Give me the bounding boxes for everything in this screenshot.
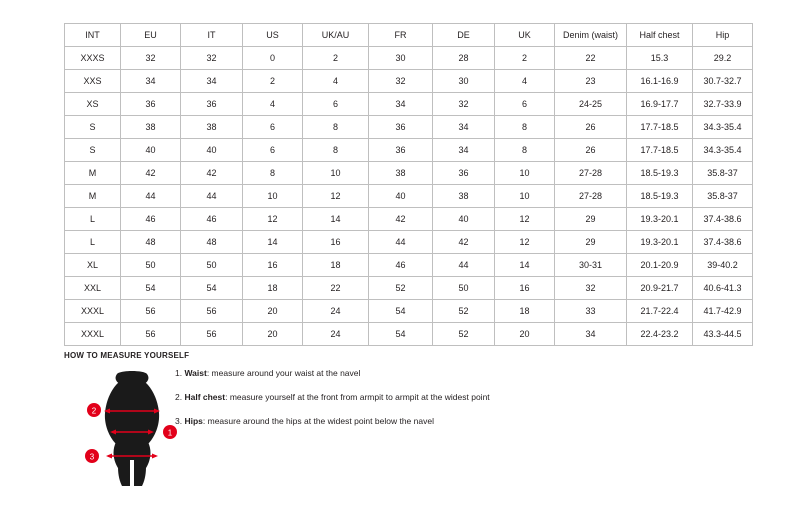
instruction-term: Waist <box>184 368 207 378</box>
cell: 42 <box>433 231 495 254</box>
column-header: EU <box>121 24 181 47</box>
cell: 36 <box>121 93 181 116</box>
cell: 56 <box>121 323 181 346</box>
cell: 18.5-19.3 <box>627 185 693 208</box>
cell: 34 <box>369 93 433 116</box>
cell: 56 <box>121 300 181 323</box>
table-row <box>65 277 753 300</box>
cell: 32 <box>555 277 627 300</box>
cell: 10 <box>495 162 555 185</box>
cell: 52 <box>433 300 495 323</box>
cell: M <box>65 185 121 208</box>
cell: 18 <box>495 300 555 323</box>
cell: 35.8-37 <box>693 162 753 185</box>
cell: 19.3-20.1 <box>627 231 693 254</box>
cell: 44 <box>181 185 243 208</box>
cell: 17.7-18.5 <box>627 139 693 162</box>
cell: 16 <box>495 277 555 300</box>
table-row <box>65 231 753 254</box>
column-header: UK <box>495 24 555 47</box>
cell: 6 <box>243 116 303 139</box>
cell: 54 <box>369 323 433 346</box>
cell: 32 <box>121 47 181 70</box>
table-row <box>65 208 753 231</box>
cell: 38 <box>369 162 433 185</box>
cell: 40 <box>433 208 495 231</box>
cell: XXXS <box>65 47 121 70</box>
cell: 2 <box>495 47 555 70</box>
cell: 34 <box>121 70 181 93</box>
table-row <box>65 47 753 70</box>
instruction-term: Half chest <box>184 392 226 403</box>
cell: 36 <box>369 139 433 162</box>
column-header: US <box>243 24 303 47</box>
cell: 6 <box>495 93 555 116</box>
instruction-text: : measure around the hips at the widest point below the navel <box>202 416 434 427</box>
cell: 20 <box>243 323 303 346</box>
cell: 38 <box>121 116 181 139</box>
cell: 36 <box>181 93 243 116</box>
cell: 44 <box>369 231 433 254</box>
cell: 56 <box>181 323 243 346</box>
cell: 38 <box>433 185 495 208</box>
cell: 34 <box>181 70 243 93</box>
cell: S <box>65 116 121 139</box>
cell: 23 <box>555 70 627 93</box>
cell: 40 <box>369 185 433 208</box>
instruction-item-hips <box>175 416 595 426</box>
column-header: INT <box>65 24 121 47</box>
size-chart-table <box>64 23 753 346</box>
cell: 22 <box>303 277 369 300</box>
cell: 10 <box>495 185 555 208</box>
cell: 56 <box>181 300 243 323</box>
cell: 30 <box>369 47 433 70</box>
cell: 8 <box>495 139 555 162</box>
mannequin-diagram <box>72 368 192 488</box>
column-header: DE <box>433 24 495 47</box>
cell: 36 <box>369 116 433 139</box>
table-row <box>65 70 753 93</box>
cell: 19.3-20.1 <box>627 208 693 231</box>
cell: XXS <box>65 70 121 93</box>
cell: 35.8-37 <box>693 185 753 208</box>
cell: 52 <box>369 277 433 300</box>
cell: 27-28 <box>555 162 627 185</box>
cell: 37.4-38.6 <box>693 231 753 254</box>
cell: 43.3-44.5 <box>693 323 753 346</box>
column-header: Denim (waist) <box>555 24 627 47</box>
cell: 30 <box>433 70 495 93</box>
cell: 32.7-33.9 <box>693 93 753 116</box>
cell: 52 <box>433 323 495 346</box>
cell: 2 <box>243 70 303 93</box>
cell: 20 <box>243 300 303 323</box>
cell: 46 <box>181 208 243 231</box>
cell: 16.1-16.9 <box>627 70 693 93</box>
column-header: Hip <box>693 24 753 47</box>
cell: 4 <box>495 70 555 93</box>
cell: 33 <box>555 300 627 323</box>
cell: 40 <box>121 139 181 162</box>
svg-text:1: 1 <box>167 428 173 438</box>
svg-text:3: 3 <box>89 452 95 462</box>
cell: 21.7-22.4 <box>627 300 693 323</box>
svg-text:2: 2 <box>91 406 97 416</box>
table-row <box>65 116 753 139</box>
cell: 34.3-35.4 <box>693 139 753 162</box>
cell: 15.3 <box>627 47 693 70</box>
measure-instructions <box>175 368 595 441</box>
cell: 10 <box>303 162 369 185</box>
cell: 20.9-21.7 <box>627 277 693 300</box>
table-row <box>65 139 753 162</box>
cell: 12 <box>495 208 555 231</box>
cell: 27-28 <box>555 185 627 208</box>
cell: 42 <box>181 162 243 185</box>
cell: 50 <box>181 254 243 277</box>
cell: XXL <box>65 277 121 300</box>
cell: 18 <box>243 277 303 300</box>
cell: 29 <box>555 231 627 254</box>
cell: 32 <box>181 47 243 70</box>
cell: XS <box>65 93 121 116</box>
table-row <box>65 323 753 346</box>
instruction-term: Hips <box>184 416 203 427</box>
column-header: IT <box>181 24 243 47</box>
cell: 8 <box>303 139 369 162</box>
cell: 32 <box>369 70 433 93</box>
table-row <box>65 300 753 323</box>
cell: 34.3-35.4 <box>693 116 753 139</box>
cell: 8 <box>303 116 369 139</box>
cell: 48 <box>121 231 181 254</box>
table-header-row <box>65 24 753 47</box>
cell: 6 <box>243 139 303 162</box>
cell: 24-25 <box>555 93 627 116</box>
cell: 44 <box>433 254 495 277</box>
cell: 18 <box>303 254 369 277</box>
how-to-measure-heading: HOW TO MEASURE YOURSELF <box>64 351 190 360</box>
cell: 50 <box>121 254 181 277</box>
cell: 22 <box>555 47 627 70</box>
cell: 30-31 <box>555 254 627 277</box>
cell: 42 <box>121 162 181 185</box>
marker-3 <box>85 449 99 463</box>
cell: 29 <box>555 208 627 231</box>
cell: 54 <box>181 277 243 300</box>
cell: 26 <box>555 139 627 162</box>
instruction-text: : measure around your waist at the navel <box>206 368 361 378</box>
cell: XL <box>65 254 121 277</box>
instruction-number: 1. <box>175 368 183 378</box>
cell: L <box>65 231 121 254</box>
instruction-item-waist <box>175 368 595 378</box>
cell: 2 <box>303 47 369 70</box>
instruction-number: 2. <box>175 392 183 403</box>
cell: 44 <box>121 185 181 208</box>
column-header: UK/AU <box>303 24 369 47</box>
cell: 28 <box>433 47 495 70</box>
cell: 54 <box>121 277 181 300</box>
instruction-text: : measure yourself at the front from armpit to armpit at the widest point <box>225 392 490 403</box>
cell: 10 <box>243 185 303 208</box>
cell: 40 <box>181 139 243 162</box>
table-row <box>65 254 753 277</box>
cell: 0 <box>243 47 303 70</box>
cell: 14 <box>495 254 555 277</box>
cell: 34 <box>433 139 495 162</box>
cell: 54 <box>369 300 433 323</box>
cell: 29.2 <box>693 47 753 70</box>
cell: 40.6-41.3 <box>693 277 753 300</box>
cell: 48 <box>181 231 243 254</box>
cell: 41.7-42.9 <box>693 300 753 323</box>
cell: 12 <box>243 208 303 231</box>
cell: 14 <box>303 208 369 231</box>
cell: S <box>65 139 121 162</box>
table-row <box>65 93 753 116</box>
cell: 24 <box>303 300 369 323</box>
cell: M <box>65 162 121 185</box>
cell: 16 <box>243 254 303 277</box>
cell: 8 <box>495 116 555 139</box>
cell: 22.4-23.2 <box>627 323 693 346</box>
cell: 42 <box>369 208 433 231</box>
cell: 34 <box>555 323 627 346</box>
mannequin-body <box>105 371 159 486</box>
marker-2 <box>87 403 101 417</box>
cell: 37.4-38.6 <box>693 208 753 231</box>
cell: 8 <box>243 162 303 185</box>
cell: 39-40.2 <box>693 254 753 277</box>
instruction-item-half-chest <box>175 392 595 402</box>
instruction-number: 3. <box>175 416 183 427</box>
cell: 16 <box>303 231 369 254</box>
cell: XXXL <box>65 323 121 346</box>
cell: 46 <box>369 254 433 277</box>
cell: 24 <box>303 323 369 346</box>
cell: 16.9-17.7 <box>627 93 693 116</box>
cell: 14 <box>243 231 303 254</box>
table-row <box>65 162 753 185</box>
cell: 30.7-32.7 <box>693 70 753 93</box>
cell: 17.7-18.5 <box>627 116 693 139</box>
cell: 50 <box>433 277 495 300</box>
cell: 12 <box>303 185 369 208</box>
cell: 32 <box>433 93 495 116</box>
cell: 46 <box>121 208 181 231</box>
cell: 12 <box>495 231 555 254</box>
column-header: FR <box>369 24 433 47</box>
cell: 20.1-20.9 <box>627 254 693 277</box>
cell: 38 <box>181 116 243 139</box>
cell: 6 <box>303 93 369 116</box>
column-header: Half chest <box>627 24 693 47</box>
table-row <box>65 185 753 208</box>
cell: 4 <box>303 70 369 93</box>
cell: 34 <box>433 116 495 139</box>
cell: 36 <box>433 162 495 185</box>
cell: XXXL <box>65 300 121 323</box>
cell: 18.5-19.3 <box>627 162 693 185</box>
cell: L <box>65 208 121 231</box>
cell: 4 <box>243 93 303 116</box>
cell: 26 <box>555 116 627 139</box>
cell: 20 <box>495 323 555 346</box>
